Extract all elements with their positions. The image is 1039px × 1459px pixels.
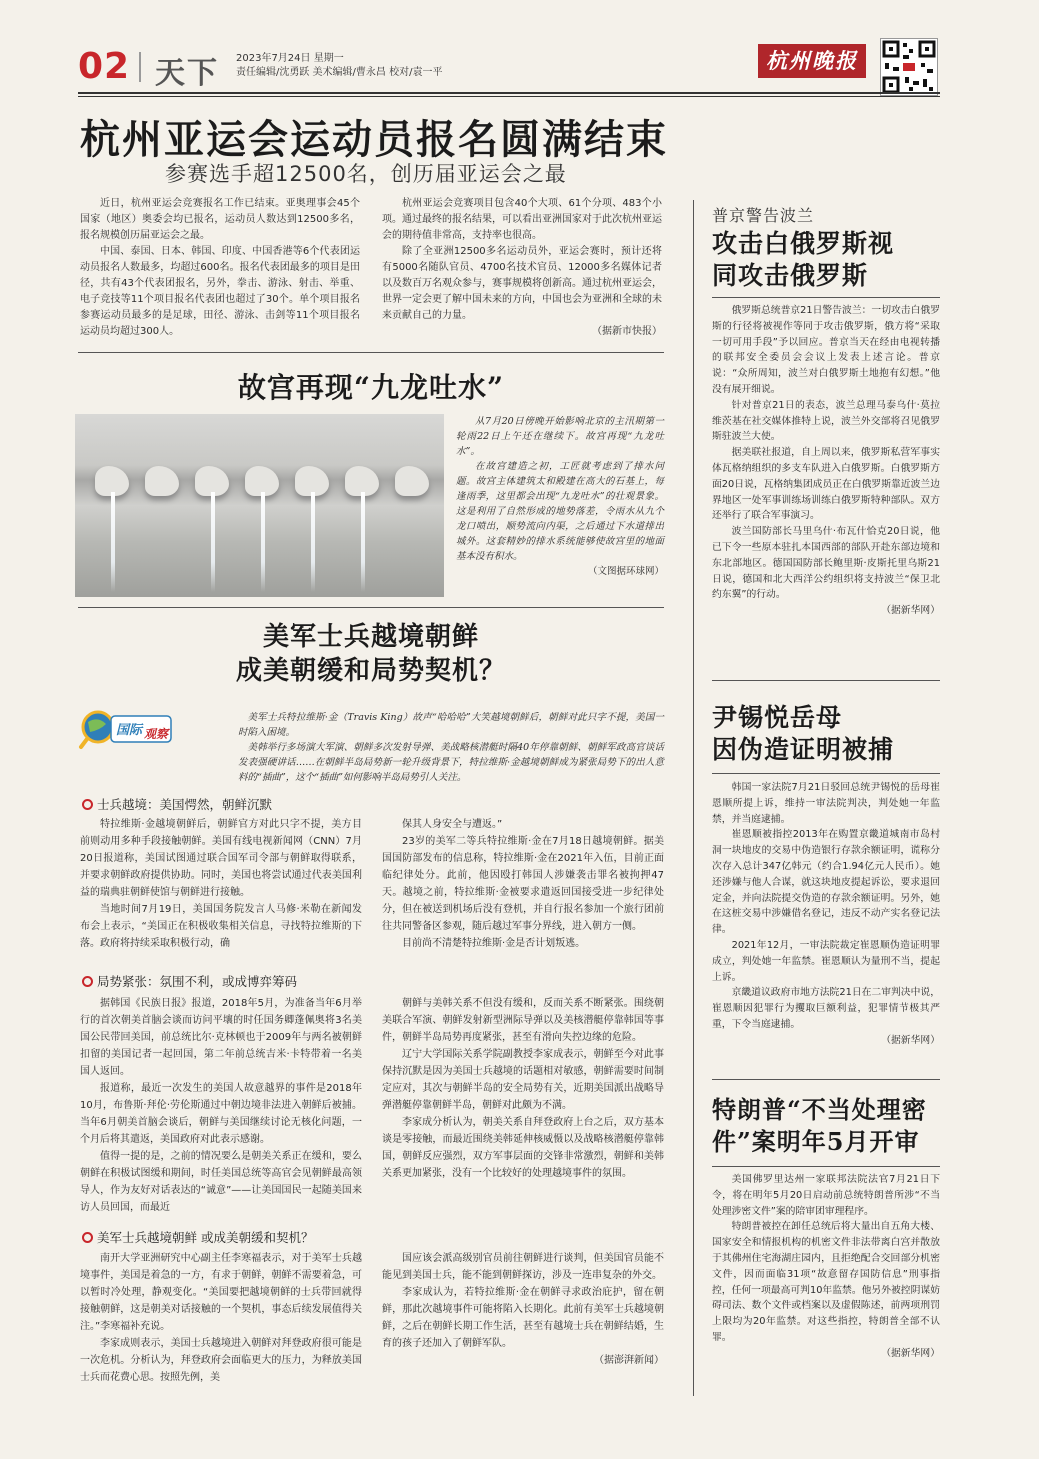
column-divider [693,200,694,1396]
paragraph: 据美联社报道，自上周以来，俄罗斯私营军事实体瓦格纳组织的多支车队进入白俄罗斯。白俄罗斯方面20日说，瓦格纳集团成员正在白俄罗斯靠近波兰边界地区一处军事训练场训练白俄罗斯特种部队。双方还举行了联合军事演习。 [712,447,940,522]
trump-headline [712,1094,944,1158]
korea-headline [78,620,664,688]
source-credit: （据新市快报） [592,326,662,337]
trump-headline-line1: 特朗普“不当处理密 [712,1095,927,1124]
paragraph: 据韩国《民族日报》报道，2018年5月，为准备当年6月举行的首次朝美首脑会谈而访问平壤的时任国务卿蓬佩奥将3名美国公民带回美国，前总统比尔·克林顿也于2009年与两名被朝鲜扣留的美国记者一起回国，第二年前总统吉米·卡特带着一名美国人返回。 [80,998,362,1077]
section-heading-3 [82,1228,313,1246]
korea-headline-line1: 美军士兵越境朝鲜 [262,622,479,652]
divider [712,680,940,681]
belarus-headline-line2: 同攻击俄罗斯 [712,261,869,290]
belarus-body [712,303,940,619]
lead-column-1 [80,196,360,340]
divider [712,1166,940,1167]
source-credit: （文图据环球网） [587,566,664,577]
section-heading-text: 士兵越境：美国愕然，朝鲜沉默 [97,797,273,812]
section-3-left [80,1250,362,1386]
palace-photo [75,414,444,597]
paragraph: 目前尚不清楚特拉维斯·金是否计划叛逃。 [402,938,586,949]
paragraph: 李家成分析认为，朝美关系自拜登政府上台之后，双方基本谈是零接触，而最近围绕美韩延伸核威慑以及战略核潜艇停靠韩国，朝鲜反应强烈，双方军事层面的交锋非常激烈，朝鲜和美韩关系更加紧张，没有一个比较好的处理越境事件的氛围。 [382,1117,664,1179]
belarus-headline-line1: 攻击白俄罗斯视 [712,229,895,258]
paragraph: 美军士兵特拉维斯·金（Travis King）故声“哈哈哈”大笑越境朝鲜后，朝鲜对此只字不提，美国一时陷入困境。 [238,712,664,738]
paragraph: 俄罗斯总统普京21日警告波兰：一切攻击白俄罗斯的行径将被视作等同于攻击俄罗斯，俄方将“采取一切可用手段”予以回应。普京当天在经由电视转播的联邦安全委员会会议上发表上述言论。普京说：“众所周知，波兰对白俄罗斯土地抱有幻想。”他没有展开细说。 [712,305,940,395]
section-heading-text: 局势紧张：氛围不利，或成博弈筹码 [97,974,298,989]
newspaper-logo: 杭州晚报 [758,44,866,78]
paragraph: 近日，杭州亚运会竞赛报名工作已结束。亚奥理事会45个国家（地区）奥委会均已报名，运动员人数达到12500多名，报名规模创历届亚运会之最。 [80,198,360,241]
yoon-headline [712,702,942,766]
section-1-right [382,816,664,952]
badge-text-1: 国际 [116,723,143,738]
header-meta [236,52,442,80]
lead-headline: 杭州亚运会运动员报名圆满结束 [80,117,668,163]
section-heading-1 [82,795,272,813]
paragraph: 李家成则表示，美国士兵越境进入朝鲜对拜登政府很可能是一次危机。分析认为，拜登政府会面临更大的压力，为释放美国士兵而花费心思。按照先例，美 [80,1338,362,1383]
bullet-circle-icon [82,1232,93,1243]
water-stream [311,492,315,592]
date-line: 2023年7月24日 星期一 [236,53,344,64]
paragraph: 南开大学亚洲研究中心副主任李寒福表示，对于美军士兵越境事件，美国是着急的一方，有求于朝鲜，朝鲜不需要着急，可以暂时冷处理，静观变化。“美国要把越境朝鲜的士兵带回就得接触朝鲜，这是朝美对话接触的一个契机，事态后续发展值得关注。”李寒福补充说。 [80,1253,362,1332]
section-1-left [80,816,362,952]
korea-intro [78,710,664,785]
paragraph: 美国佛罗里达州一家联邦法院法官7月21日下令，将在明年5月20日启动前总统特朗普所涉“不当处理涉密文件”案的陪审团审理程序。 [712,1174,940,1217]
section-2-left [80,995,362,1216]
yoon-headline-line1: 尹锡悦岳母 [712,703,843,732]
divider [712,1079,940,1080]
lead-subheadline: 参赛选手超12500名，创历届亚运会之最 [165,162,567,186]
dragon-spout [145,466,179,496]
paragraph: 针对普京21日的表态，波兰总理马泰乌什·莫拉维茨基在社交媒体推特上说，波兰外交部将召见俄罗斯驻波兰大使。 [712,399,940,443]
paragraph: 除了全亚洲12500多名运动员外，亚运会赛时，预计还将有5000名随队官员、4700名技术官员、12000多名媒体记者以及数百万名观众参与，赛事规模将创新高。通过杭州亚运会，世界一定会更了解中国未来的方向，中国也会为亚洲和全球的未来贡献自己的力量。 [382,246,662,321]
section-heading-2 [82,972,297,990]
paragraph: 从7月20日傍晚开始影响北京的主汛期第一轮雨22日上午还在继续下。故宫再现“九龙吐水”。 [456,416,664,457]
divider [712,297,940,298]
paragraph: 京畿道议政府市地方法院21日在二审判决中说，崔恩顺因犯罪行为攫取巨额利益，犯罪情节极其严重，下令当庭逮捕。 [712,987,940,1030]
lead-column-2 [382,196,662,340]
page-number: 02 [78,46,131,87]
divider [712,773,940,774]
paragraph: 值得一提的是，之前的情况要么是朝美关系正在缓和，要么朝鲜在积极试图缓和期间，时任美国总统等高官会见朝鲜最高领导人，作为友好对话表达的“诚意”——让美国国民一起随美国来访人员回国，而最近 [80,1151,362,1213]
trump-body [712,1172,940,1362]
header-rule [78,92,940,94]
paragraph: 保其人身安全与遭返。” [402,819,503,830]
water-stream [361,492,365,592]
section-3-right [382,1250,664,1369]
paragraph: 李家成认为，若特拉维斯·金在朝鲜寻求政治庇护，留在朝鲜，那此次越境事件可能将陷入长期化。此前有美军士兵越境朝鲜，之后在朝鲜长期工作生活，甚至有越境士兵在朝鲜结婚，生育的孩子还加入了朝鲜军队。 [382,1287,664,1349]
paragraph: 2021年12月，一审法院裁定崔恩顺伪造证明罪成立，判处她一年监禁。崔恩顺认为量刑不当，提起上诉。 [712,939,940,983]
water-stream [261,492,265,592]
paragraph: 报道称，最近一次发生的美国人故意越界的事件是2018年10月，布鲁斯·拜伦·劳伦斯通过中朝边境非法进入朝鲜后被捕。当年6月朝美首脑会谈后，朝鲜与美国继续讨论无核化问题，一个月后将其遣返，美国政府对此表示感谢。 [80,1083,362,1145]
paragraph: 国应该会派高级别官员前往朝鲜进行谈判，但美国官员能不能见到美国士兵，能不能到朝鲜探访，涉及一连串复杂的外交。 [382,1253,664,1281]
paragraph: 辽宁大学国际关系学院副教授李家成表示，朝鲜至今对此事保持沉默是因为美国士兵越境的话题相对敏感，朝鲜需要时间制定应对，其次与朝鲜半岛的安全局势有关，近期美国派出战略导弹潜艇停靠朝鲜半岛，朝鲜对此颇为不满。 [382,1049,664,1111]
source-credit: （据新华网） [881,1034,940,1046]
yoon-body [712,780,940,1049]
editors-line: 责任编辑/沈勇跃 美术编辑/曹永昌 校对/袁一平 [236,67,443,78]
paragraph: 波兰国防部长马里乌什·布瓦什恰克20日说，他已下令一些原本驻扎本国西部的部队开赴东部边境和东北部地区。德国国防部长鲍里斯·皮斯托里乌斯21日说，德国和北大西洋公约组织将支持波兰“保卫北约东翼”的行动。 [712,526,940,601]
paragraph: 杭州亚运会竞赛项目包含40个大项、61个分项、483个小项。通过最终的报名结果，可以看出亚洲国家对于此次杭州亚运会的期待值非常高，支持率也很高。 [382,198,662,241]
paragraph: 23岁的美军二等兵特拉维斯·金在7月18日越境朝鲜。据美国国防部发布的信息称，特拉维斯·金在2021年入伍，目前正面临纪律处分。此前，他因殴打韩国人涉嫌袭击罪名被拘押47天。越境之前，特拉维斯·金被要求遣返回国接受进一步纪律处分，但在被送到机场后没有登机，并自行报名参加一个旅行团前往共同警备区参观，随后越过军事分界线，进入朝方一侧。 [382,836,664,932]
paragraph: 朝鲜与美韩关系不但没有缓和，反而关系不断紧张。围绕朝美联合军演、朝鲜发射新型洲际导弹以及美核潜艇停靠韩国等事件，朝鲜半岛局势再度紧张，甚至有滑向失控边缘的危险。 [382,998,664,1043]
paragraph: 韩国一家法院7月21日驳回总统尹锡悦的岳母崔恩顺所提上诉，维持一审法院判决，判处她一年监禁，并当庭逮捕。 [712,782,940,825]
water-stream [211,492,215,592]
paragraph: 当地时间7月19日，美国国务院发言人马修·米勒在新闻发布会上表示，“美国正在积极收集相关信息，寻找特拉维斯的下落。政府将持续采取积极行动，确 [80,904,362,949]
paragraph: 中国、泰国、日本、韩国、印度、中国香港等6个代表团运动员报名人数最多，均超过600名。报名代表团最多的项目是田径，共有43个代表团报名，另外，拳击、游泳、射击、举重、电子竞技等11个项目报名代表团也超过了30个。单个项目报名参赛运动员最多的是足球，田径、游泳、击剑等11个项目报名运动员均超过300人。 [80,246,360,337]
paragraph: 特拉维斯·金越境朝鲜后，朝鲜官方对此只字不提，美方目前则动用多种手段接触朝鲜。美国有线电视新闻网（CNN）7月20日报道称，美国试图通过联合国军司令部与朝鲜取得联系，并要求朝鲜政府提供协助。同时，美国也将尝试通过代表美国利益的瑞典驻朝鲜使馆与朝鲜进行接触。 [80,819,362,898]
dragon-spout [395,466,429,496]
source-credit: （据新华网） [881,605,940,617]
qr-code-icon [880,38,938,96]
korea-headline-line2: 成美朝缓和局势契机？ [235,656,506,686]
water-stream [111,492,115,592]
yoon-headline-line2: 因伪造证明被捕 [712,735,895,764]
badge-text-2: 观察 [144,727,169,741]
bullet-circle-icon [82,799,93,810]
divider [78,352,664,353]
paragraph: 美韩举行多场演大军演、朝鲜多次发射导弹、美战略核潜艇时隔40年停靠朝鲜、朝鲜军政高官谈话发表强硬讲话……在朝鲜半岛局势新一轮升级背景下，特拉维斯·金越境朝鲜成为紧张局势下的出人意料的“插曲”，这个“插曲”如何影响半岛局势引人关注。 [238,742,664,783]
source-credit: （据新华网） [881,1347,940,1359]
section-2-right [382,995,664,1182]
header-rule-thin [78,96,940,97]
paragraph: 在故宫建造之初，工匠就考虑到了排水问题。故宫主体建筑太和殿建在高大的石基上，每逢雨季，这里都会出现“九龙吐水”的壮观景象。这是利用了自然形成的地势落差，令雨水从九个龙口喷出，顺势流向内渠，之后通过下水道排出城外。这套精妙的排水系统能够使故宫里的地面基本没有积水。 [456,461,664,562]
belarus-kicker: 普京警告波兰 [712,206,815,225]
trump-headline-line2: 件”案明年5月开审 [712,1127,920,1156]
bullet-circle-icon [82,976,93,987]
palace-text [456,414,664,579]
header-divider [139,52,141,82]
divider [78,607,664,608]
section-heading-text: 美军士兵越境朝鲜 或成美朝缓和契机？ [97,1230,314,1245]
source-credit: （据澎湃新闻） [594,1355,664,1366]
belarus-headline [712,228,942,292]
section-name: 天下 [155,56,219,91]
palace-headline: 故宫再现“九龙吐水” [237,371,505,404]
paragraph: 崔恩顺被指控2013年在购置京畿道城南市岛村洞一块地皮的交易中伪造银行存款余额证明，谎称分次存入总计347亿韩元（约合1.94亿元人民币）。她还涉嫌与他人合谋，就这块地皮提起诉讼，要求退回定金，并向法院提交伪造的存款余额证明。另外，她在这桩交易中涉嫌借名登记，违反不动产实名登记法律。 [712,829,940,936]
paragraph: 特朗普被控在卸任总统后将大量出自五角大楼、国家安全和情报机构的机密文件非法带离白宫并散放于其佛州住宅海湖庄园内，且拒绝配合交回部分机密文件，因而面临31项“故意留存国防信息”刑事指控，任何一项最高可判10年监禁。他另外被控阴谋妨碍司法、数个文件或档案以及虚假陈述，前两项刑罚上限均为20年监禁。对这些指控，特朗普全部不认罪。 [712,1221,940,1343]
